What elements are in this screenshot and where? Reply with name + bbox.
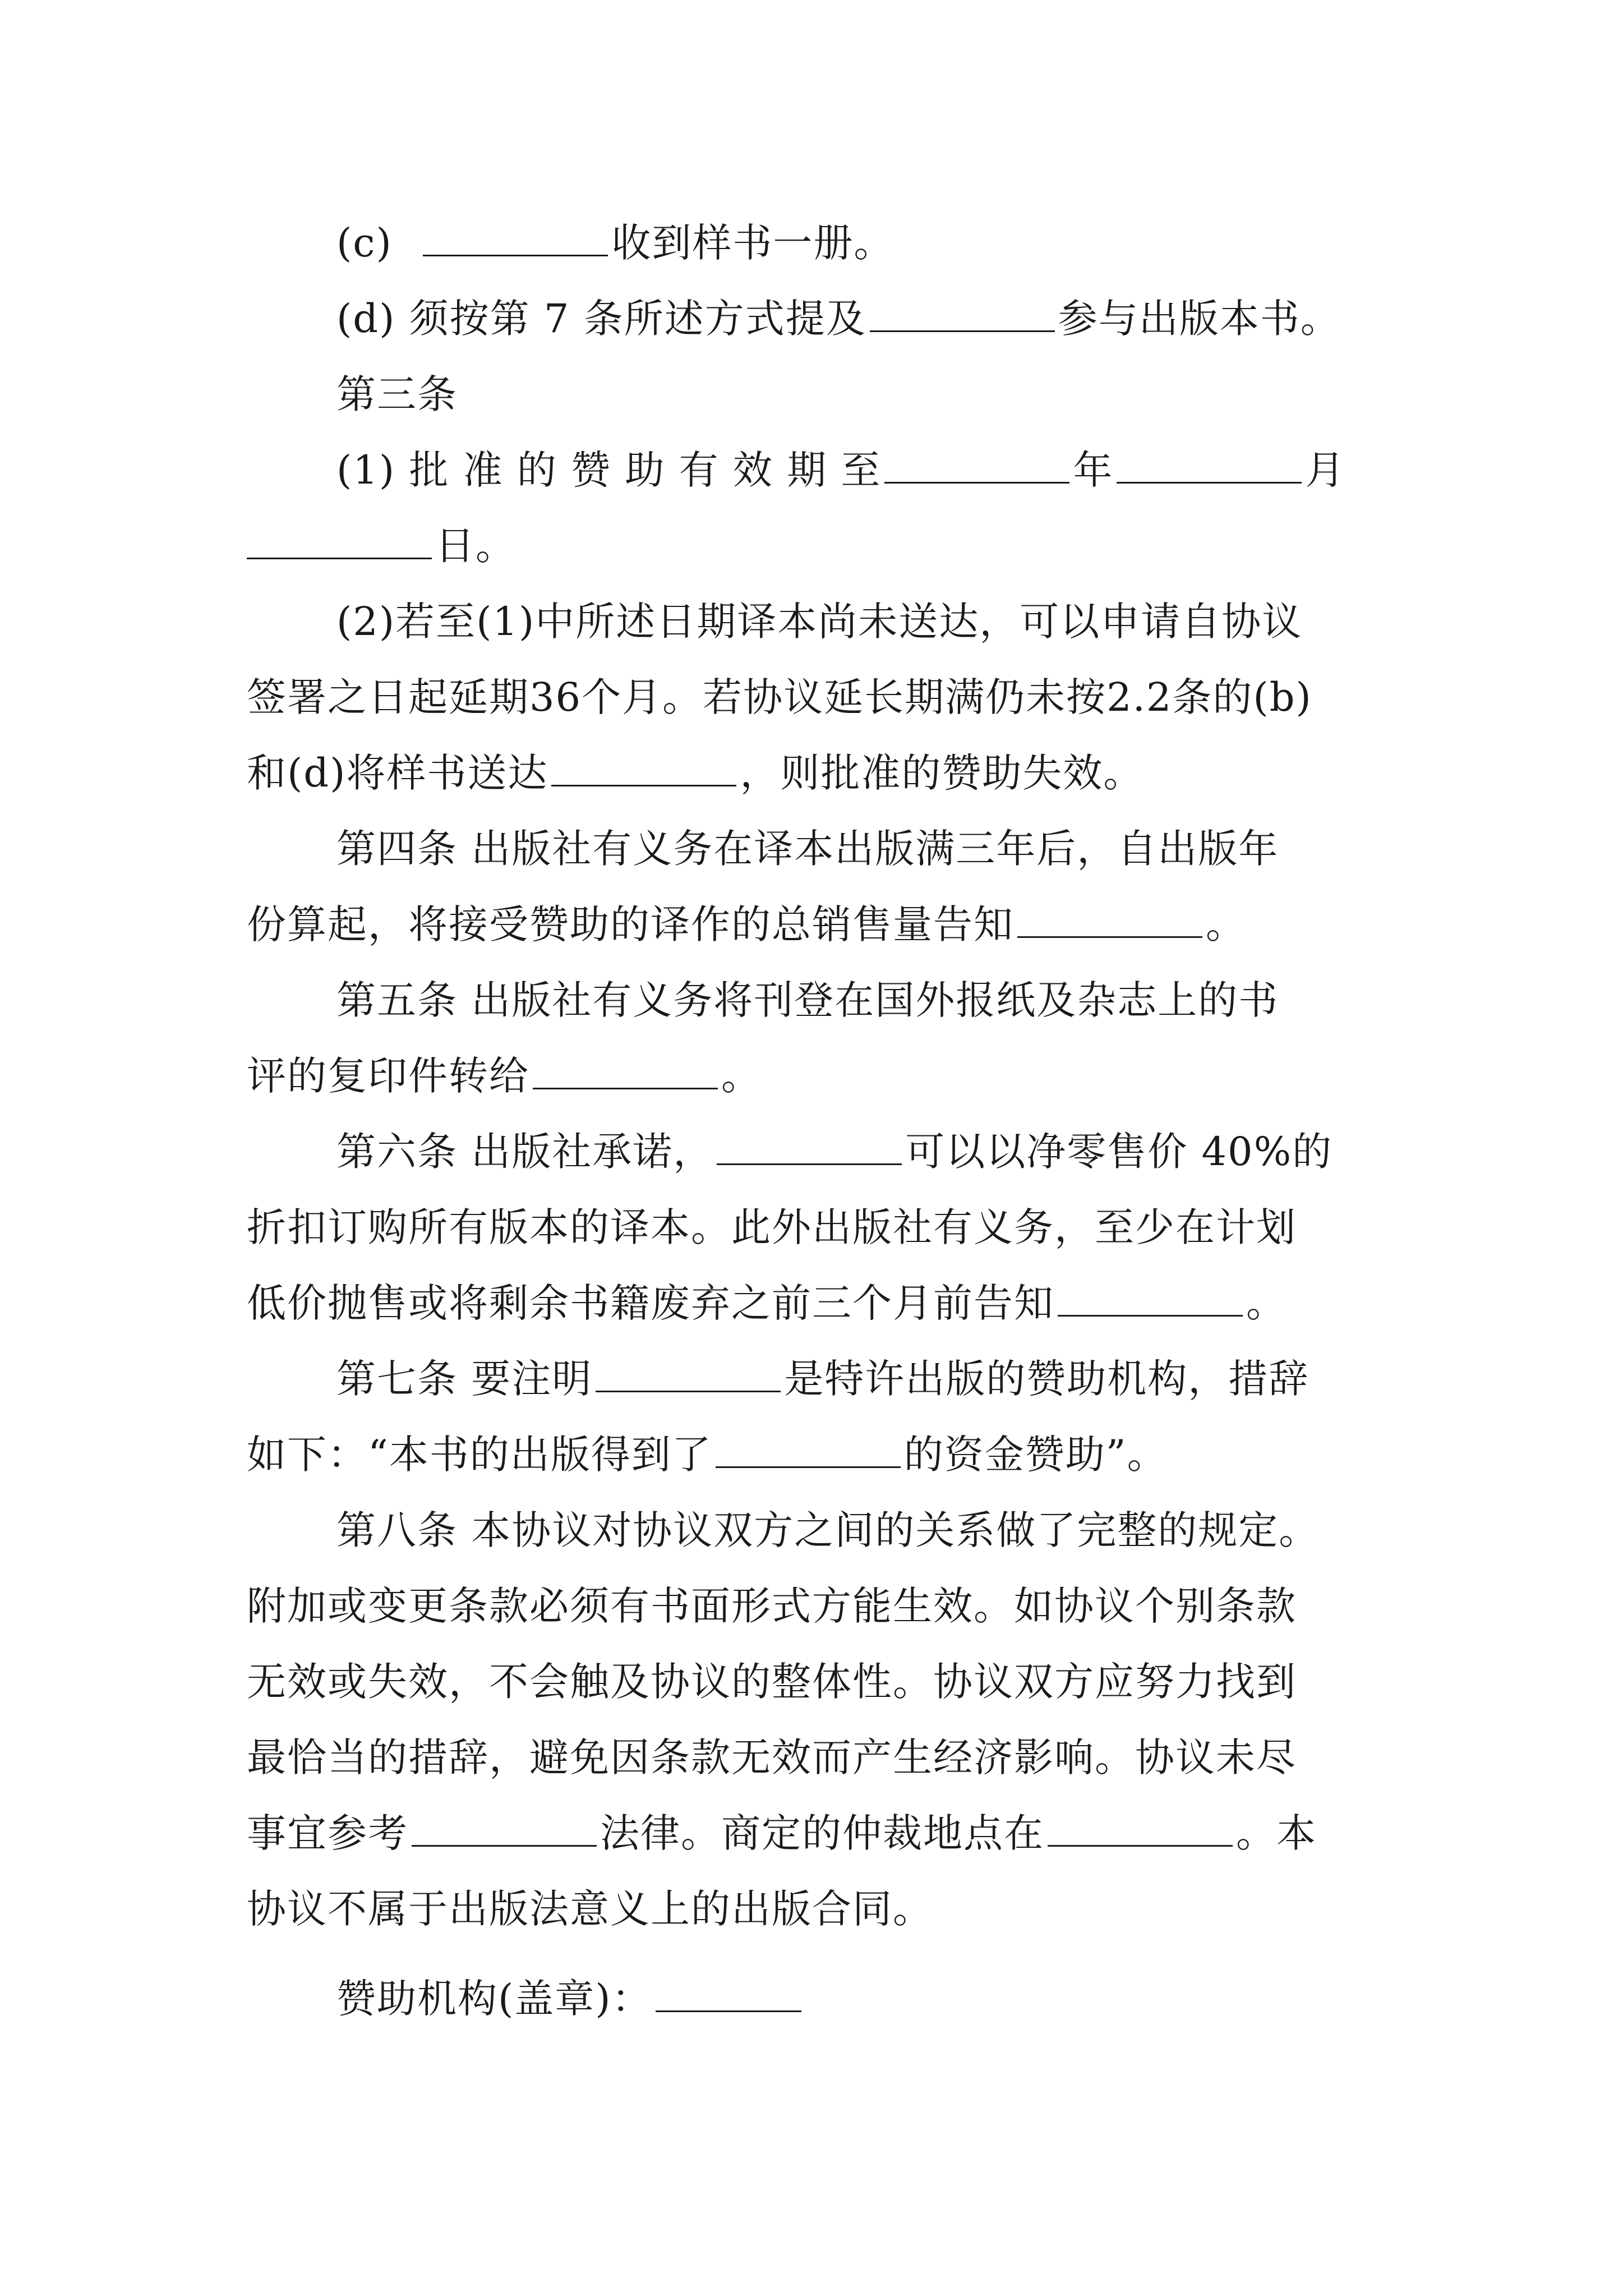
text-fragment: 第六条 出版社承诺，	[336, 1129, 714, 1175]
article-4-cont	[247, 896, 1246, 953]
text-fragment: 年	[1073, 447, 1114, 493]
article-3-2-cont: 签署之日起延期36个月。若协议延长期满仍未按2.2条的(b)	[247, 674, 1312, 720]
text-fragment: 份算起，将接受赞助的译作的总销售量告知	[247, 901, 1014, 947]
text-fragment: 如下：“本书的出版得到了	[247, 1432, 712, 1478]
text-fragment: 。	[1206, 901, 1246, 947]
text-fragment: 的资金赞助”。	[903, 1432, 1168, 1478]
text-fragment: 赞助机构(盖章)：	[336, 1976, 652, 2022]
article-6-end	[247, 1275, 1287, 1331]
article-3-1	[336, 442, 1345, 498]
fill-blank	[1017, 903, 1202, 938]
text-fragment: 月	[1305, 447, 1346, 493]
fill-blank	[1058, 1281, 1243, 1317]
sponsor-seal-line	[336, 1971, 805, 2027]
text-fragment: 日。	[435, 523, 516, 569]
article-8: 第八条 本协议对协议双方之间的关系做了完整的规定。	[336, 1507, 1320, 1553]
fill-blank	[717, 1130, 902, 1165]
fill-blank	[533, 1054, 718, 1089]
text-fragment: 是特许出版的赞助机构，措辞	[784, 1356, 1310, 1402]
article-3-2-end	[247, 745, 1144, 801]
fill-blank	[1117, 448, 1302, 484]
fill-blank	[596, 1357, 781, 1392]
article-6-cont: 折扣订购所有版本的译本。此外出版社有义务，至少在计划	[247, 1204, 1297, 1250]
clause-2-2-c	[336, 215, 894, 271]
text-fragment: 可以以净零售价 40%的	[905, 1129, 1333, 1175]
article-6	[336, 1124, 1332, 1180]
text-fragment: 。	[721, 1053, 762, 1099]
article-3-2: (2)若至(1)中所述日期译本尚未送达，可以申请自协议	[336, 599, 1303, 645]
fill-blank	[423, 221, 608, 256]
text-fragment: 和(d)将样书送达	[247, 750, 548, 796]
fill-blank	[884, 448, 1069, 484]
text-fragment: (1) 批 准 的 赞 助 有 效 期 至	[336, 447, 882, 493]
article-8-cont-3: 最恰当的措辞，避免因条款无效而产生经济影响。协议未尽	[247, 1734, 1297, 1780]
article-5: 第五条 出版社有义务将刊登在国外报纸及杂志上的书	[336, 977, 1279, 1023]
text-fragment: (c)	[336, 220, 420, 266]
article-7	[336, 1351, 1309, 1407]
text-fragment: 评的复印件转给	[247, 1053, 529, 1099]
article-8-cont-1: 附加或变更条款必须有书面形式方能生效。如协议个别条款	[247, 1583, 1297, 1629]
clause-2-2-d	[336, 291, 1341, 347]
article-4: 第四条 出版社有义务在译本出版满三年后，自出版年	[336, 826, 1279, 872]
article-8-cont-4	[247, 1805, 1317, 1861]
text-fragment: 事宜参考	[247, 1810, 408, 1856]
fill-blank	[656, 1977, 801, 2012]
article-3-1-cont	[247, 518, 516, 574]
fill-blank	[247, 524, 432, 559]
article-3-heading: 第三条	[336, 371, 458, 417]
text-fragment: ，则批准的赞助失效。	[740, 750, 1144, 796]
text-fragment: 收到样书一册。	[611, 220, 895, 266]
article-5-cont	[247, 1048, 762, 1104]
text-fragment: 。本	[1236, 1810, 1317, 1856]
article-7-cont	[247, 1427, 1168, 1483]
text-fragment: 法律。商定的仲裁地点在	[600, 1810, 1044, 1856]
fill-blank	[716, 1433, 901, 1468]
article-8-cont-2: 无效或失效，不会触及协议的整体性。协议双方应努力找到	[247, 1659, 1297, 1705]
text-fragment: 参与出版本书。	[1058, 296, 1341, 342]
fill-blank	[1048, 1811, 1233, 1847]
text-fragment: 第七条 要注明	[336, 1356, 593, 1402]
text-fragment: 。	[1246, 1280, 1287, 1326]
article-8-end: 协议不属于出版法意义上的出版合同。	[247, 1886, 933, 1932]
text-fragment: (d) 须按第 7 条所述方式提及	[336, 296, 866, 342]
fill-blank	[551, 751, 736, 786]
text-fragment: 低价抛售或将剩余书籍废弃之前三个月前告知	[247, 1280, 1054, 1326]
fill-blank	[412, 1811, 597, 1847]
fill-blank	[870, 297, 1055, 332]
